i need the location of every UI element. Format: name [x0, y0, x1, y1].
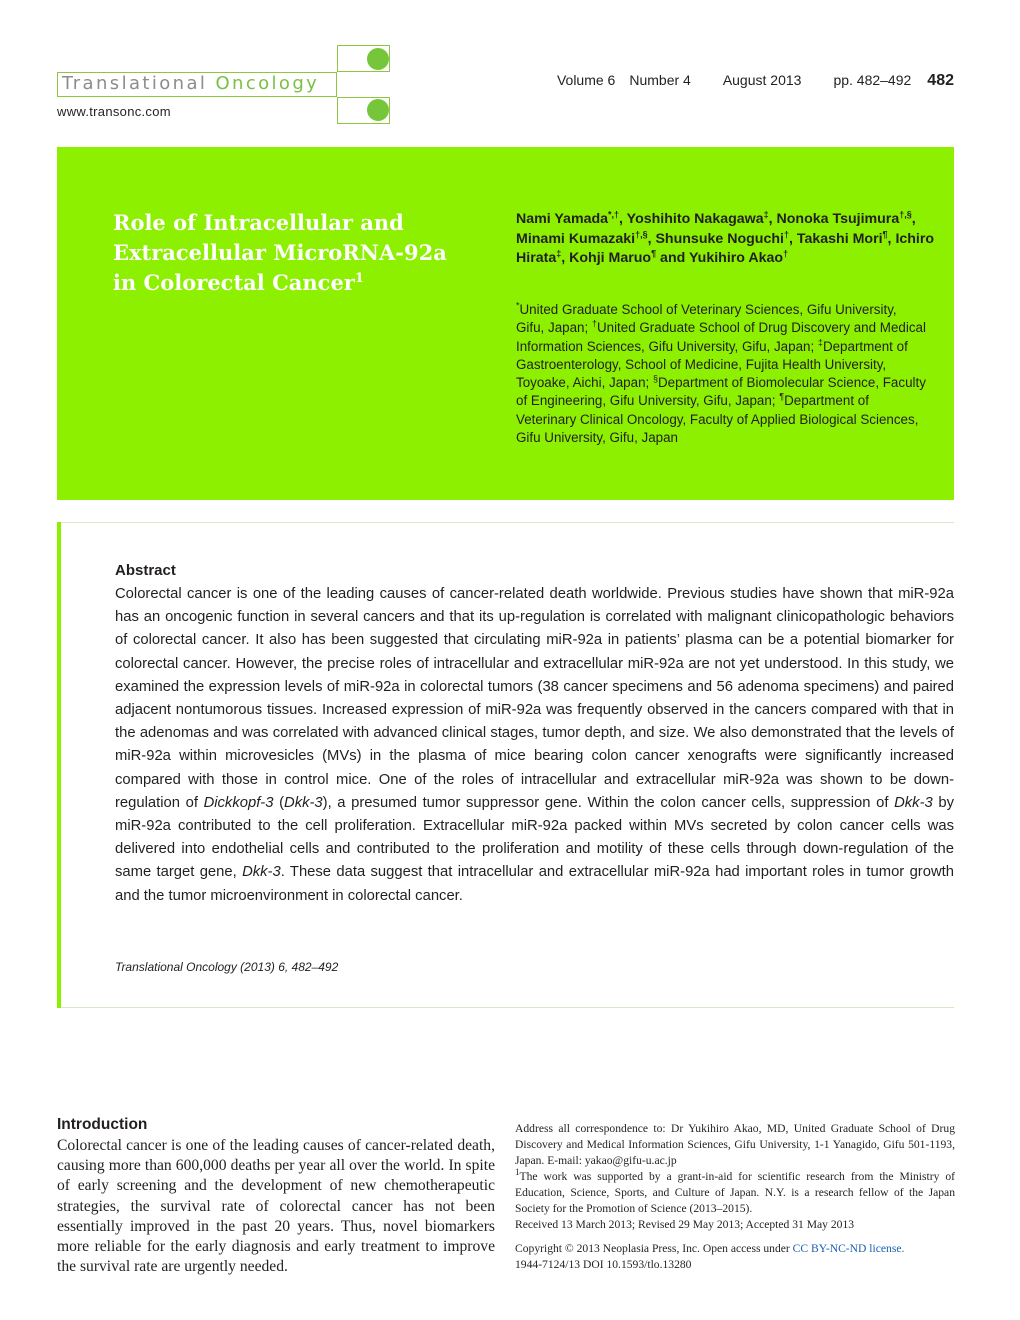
gene-name: Dickkopf-3	[203, 794, 274, 811]
author-separator: and	[656, 250, 689, 266]
abstract-text	[115, 583, 954, 908]
logo-dot-bottom-icon	[367, 99, 389, 121]
citation: Translational Oncology (2013) 6, 482–492	[115, 960, 339, 974]
affiliation-list	[516, 301, 926, 447]
author-separator: ,	[887, 230, 896, 247]
affiliation-text: Department of Gastroenterology, School of Medicine, Fujita Health University, Toyoake, Aichi, Japan;	[516, 338, 908, 391]
abstract-segment: . These data suggest that intracellular and extracellular miR-92a had important roles in tumor growth and the tumor microenvironment in colorectal cancer.	[115, 864, 954, 904]
author-separator: ,	[911, 211, 916, 227]
affiliation-mark: ¶	[779, 392, 785, 403]
abstract-segment: by miR-92a contributed to the cell proliferation. Extracellular miR-92a packed within MVs secreted by colon cancer cells was delivered into endothelial cells and contributed to the proliferation and motility of these cells through down-regulation of the same target gene,	[115, 794, 954, 881]
abstract-heading: Abstract	[115, 562, 176, 579]
title-footnote-mark: 1	[354, 271, 364, 286]
author-affiliation-mark: ¶	[882, 228, 888, 239]
page-range: pp. 482–492	[833, 72, 912, 88]
affiliation-text: United Graduate School of Veterinary Sciences, Gifu University, Gifu, Japan;	[516, 302, 897, 336]
logo-dot-top-icon	[367, 48, 389, 70]
funding-footnote-mark: 1	[515, 1167, 520, 1178]
author-affiliation-mark: ‡	[763, 209, 769, 220]
gene-name: Dkk-3	[284, 794, 323, 811]
volume: Volume 6	[556, 72, 616, 88]
abstract-bottom-divider	[61, 1007, 954, 1008]
author-name: Kohji Maruo	[569, 250, 652, 266]
copyright-text: Copyright © 2013 Neoplasia Press, Inc. Open access under	[515, 1242, 793, 1255]
copyright-note	[515, 1241, 955, 1257]
abstract-segment: ), a presumed tumor suppressor gene. Within the colon cancer cells, suppression of	[322, 794, 895, 811]
correspondence-note: Address all correspondence to: Dr Yukihiro Akao, MD, United Graduate School of Drug Discovery and Medical Information Sciences, Gifu University, 1-1 Yanagido, Gifu 501-1193, Japan. E-mail: yakao@gifu-u.ac.jp	[515, 1122, 955, 1167]
author-affiliation-mark: †	[783, 248, 789, 259]
introduction-text: Colorectal cancer is one of the leading causes of cancer-related death, causing more than 600,000 deaths per year all over the world. In spite of early screening and the development of new chemotherapeutic strategies, the survival rate of colorectal cancer has not been essentially improved in the past 20 years. Thus, novel biomarkers more reliable for the early diagnosis and early treatment to improve the survival rate are urgently needed.	[57, 1137, 495, 1276]
author-separator: ,	[647, 230, 656, 247]
author-separator: ,	[619, 211, 627, 227]
author-separator: ,	[561, 250, 570, 266]
author-name: Nami Yamada	[516, 211, 609, 227]
author-name: Minami Kumazaki	[516, 230, 636, 247]
author-separator: ,	[768, 211, 777, 227]
funding-note	[515, 1169, 955, 1217]
affiliation-mark: ‡	[817, 337, 823, 348]
journal-url-link[interactable]: www.transonc.com	[57, 104, 171, 119]
journal-name	[62, 73, 319, 94]
affiliation-text: Department of Biomolecular Science, Faculty of Engineering, Gifu University, Gifu, Japan;	[516, 375, 926, 409]
footnotes	[515, 1121, 955, 1273]
author-name: Takashi Mori	[796, 230, 883, 247]
license-link[interactable]: CC BY-NC-ND license.	[792, 1242, 905, 1255]
affiliation-mark: †	[591, 318, 597, 329]
abstract-segment: Colorectal cancer is one of the leading causes of cancer-related death worldwide. Previous studies have shown that miR-92a has an oncogenic function in several cancers and that its up-regulation is correlated with malignant clinicopathologic behaviors of colorectal cancer. It also has been suggested that circulating miR-92a in patients’ plasma can be a potential biomarker for colorectal cancer. However, the precise roles of intracellular and extracellular miR-92a are not yet understood. In this study, we examined the expression levels of miR-92a in colorectal tumors (38 cancer specimens and 56 adenoma specimens) and paired adjacent nontumorous tissues. Increased expression of miR-92a was frequently observed in the cancers compared with that in the adenomas and was correlated with advanced clinical stages, tumor depth, and size. We also demonstrated that the levels of miR-92a within microvesicles (MVs) in the plasma of mice bearing colon cancer xenografts were significantly increased compared with those in control mice. One of the roles of intracellular and extracellular miR-92a was shown to be down-regulation of	[115, 586, 954, 811]
affiliation-text: United Graduate School of Drug Discovery and Medical Information Sciences, Gifu University, Gifu, Japan;	[516, 320, 926, 354]
article-title	[113, 208, 473, 298]
journal-name-part2: Oncology	[215, 73, 320, 94]
journal-name-part1: Translational	[62, 73, 216, 94]
affiliation-mark: §	[652, 373, 658, 384]
author-affiliation-mark: †,§	[635, 228, 648, 239]
abstract-segment: (	[273, 794, 285, 811]
doi: 1944-7124/13 DOI 10.1593/tlo.13280	[515, 1258, 692, 1271]
page-number: 482	[927, 72, 954, 89]
author-name: Shunsuke Noguchi	[655, 230, 784, 247]
article-title-text: Role of Intracellular and Extracellular MicroRNA-92a in Colorectal Cancer	[113, 210, 447, 295]
author-affiliation-mark: ‡	[556, 248, 562, 259]
gene-name: Dkk-3	[242, 864, 281, 881]
author-name: Yoshihito Nakagawa	[626, 211, 764, 227]
author-affiliation-mark: *,†	[608, 209, 620, 220]
received-dates: Received 13 March 2013; Revised 29 May 2013; Accepted 31 May 2013	[515, 1218, 855, 1231]
author-affiliation-mark: †,§	[899, 209, 912, 220]
author-name: Yukihiro Akao	[688, 250, 784, 266]
funding-text: The work was supported by a grant-in-aid for scientific research from the Ministry of Education, Science, Sports, and Culture of Japan. N.Y. is a research fellow of the Japan Society for the Promotion of Science (2013–2015).	[515, 1170, 955, 1215]
abstract-accent-bar	[57, 522, 61, 1008]
author-name: Nonoka Tsujimura	[776, 211, 900, 227]
introduction-heading: Introduction	[57, 1116, 148, 1133]
affiliation-mark: *	[516, 300, 520, 311]
author-affiliation-mark: †	[783, 228, 789, 239]
author-name: Ichiro Hirata	[516, 230, 935, 266]
issue-number: Number 4	[629, 72, 691, 88]
author-list	[516, 210, 936, 269]
abstract-top-divider	[61, 522, 954, 523]
issue-info	[543, 72, 954, 90]
affiliation-text: Department of Veterinary Clinical Oncology, Faculty of Applied Biological Sciences, Gifu University, Gifu, Japan	[516, 393, 919, 446]
issue-date: August 2013	[722, 72, 802, 88]
author-separator: ,	[788, 230, 797, 247]
gene-name: Dkk-3	[894, 794, 933, 811]
author-affiliation-mark: ¶	[651, 248, 657, 259]
